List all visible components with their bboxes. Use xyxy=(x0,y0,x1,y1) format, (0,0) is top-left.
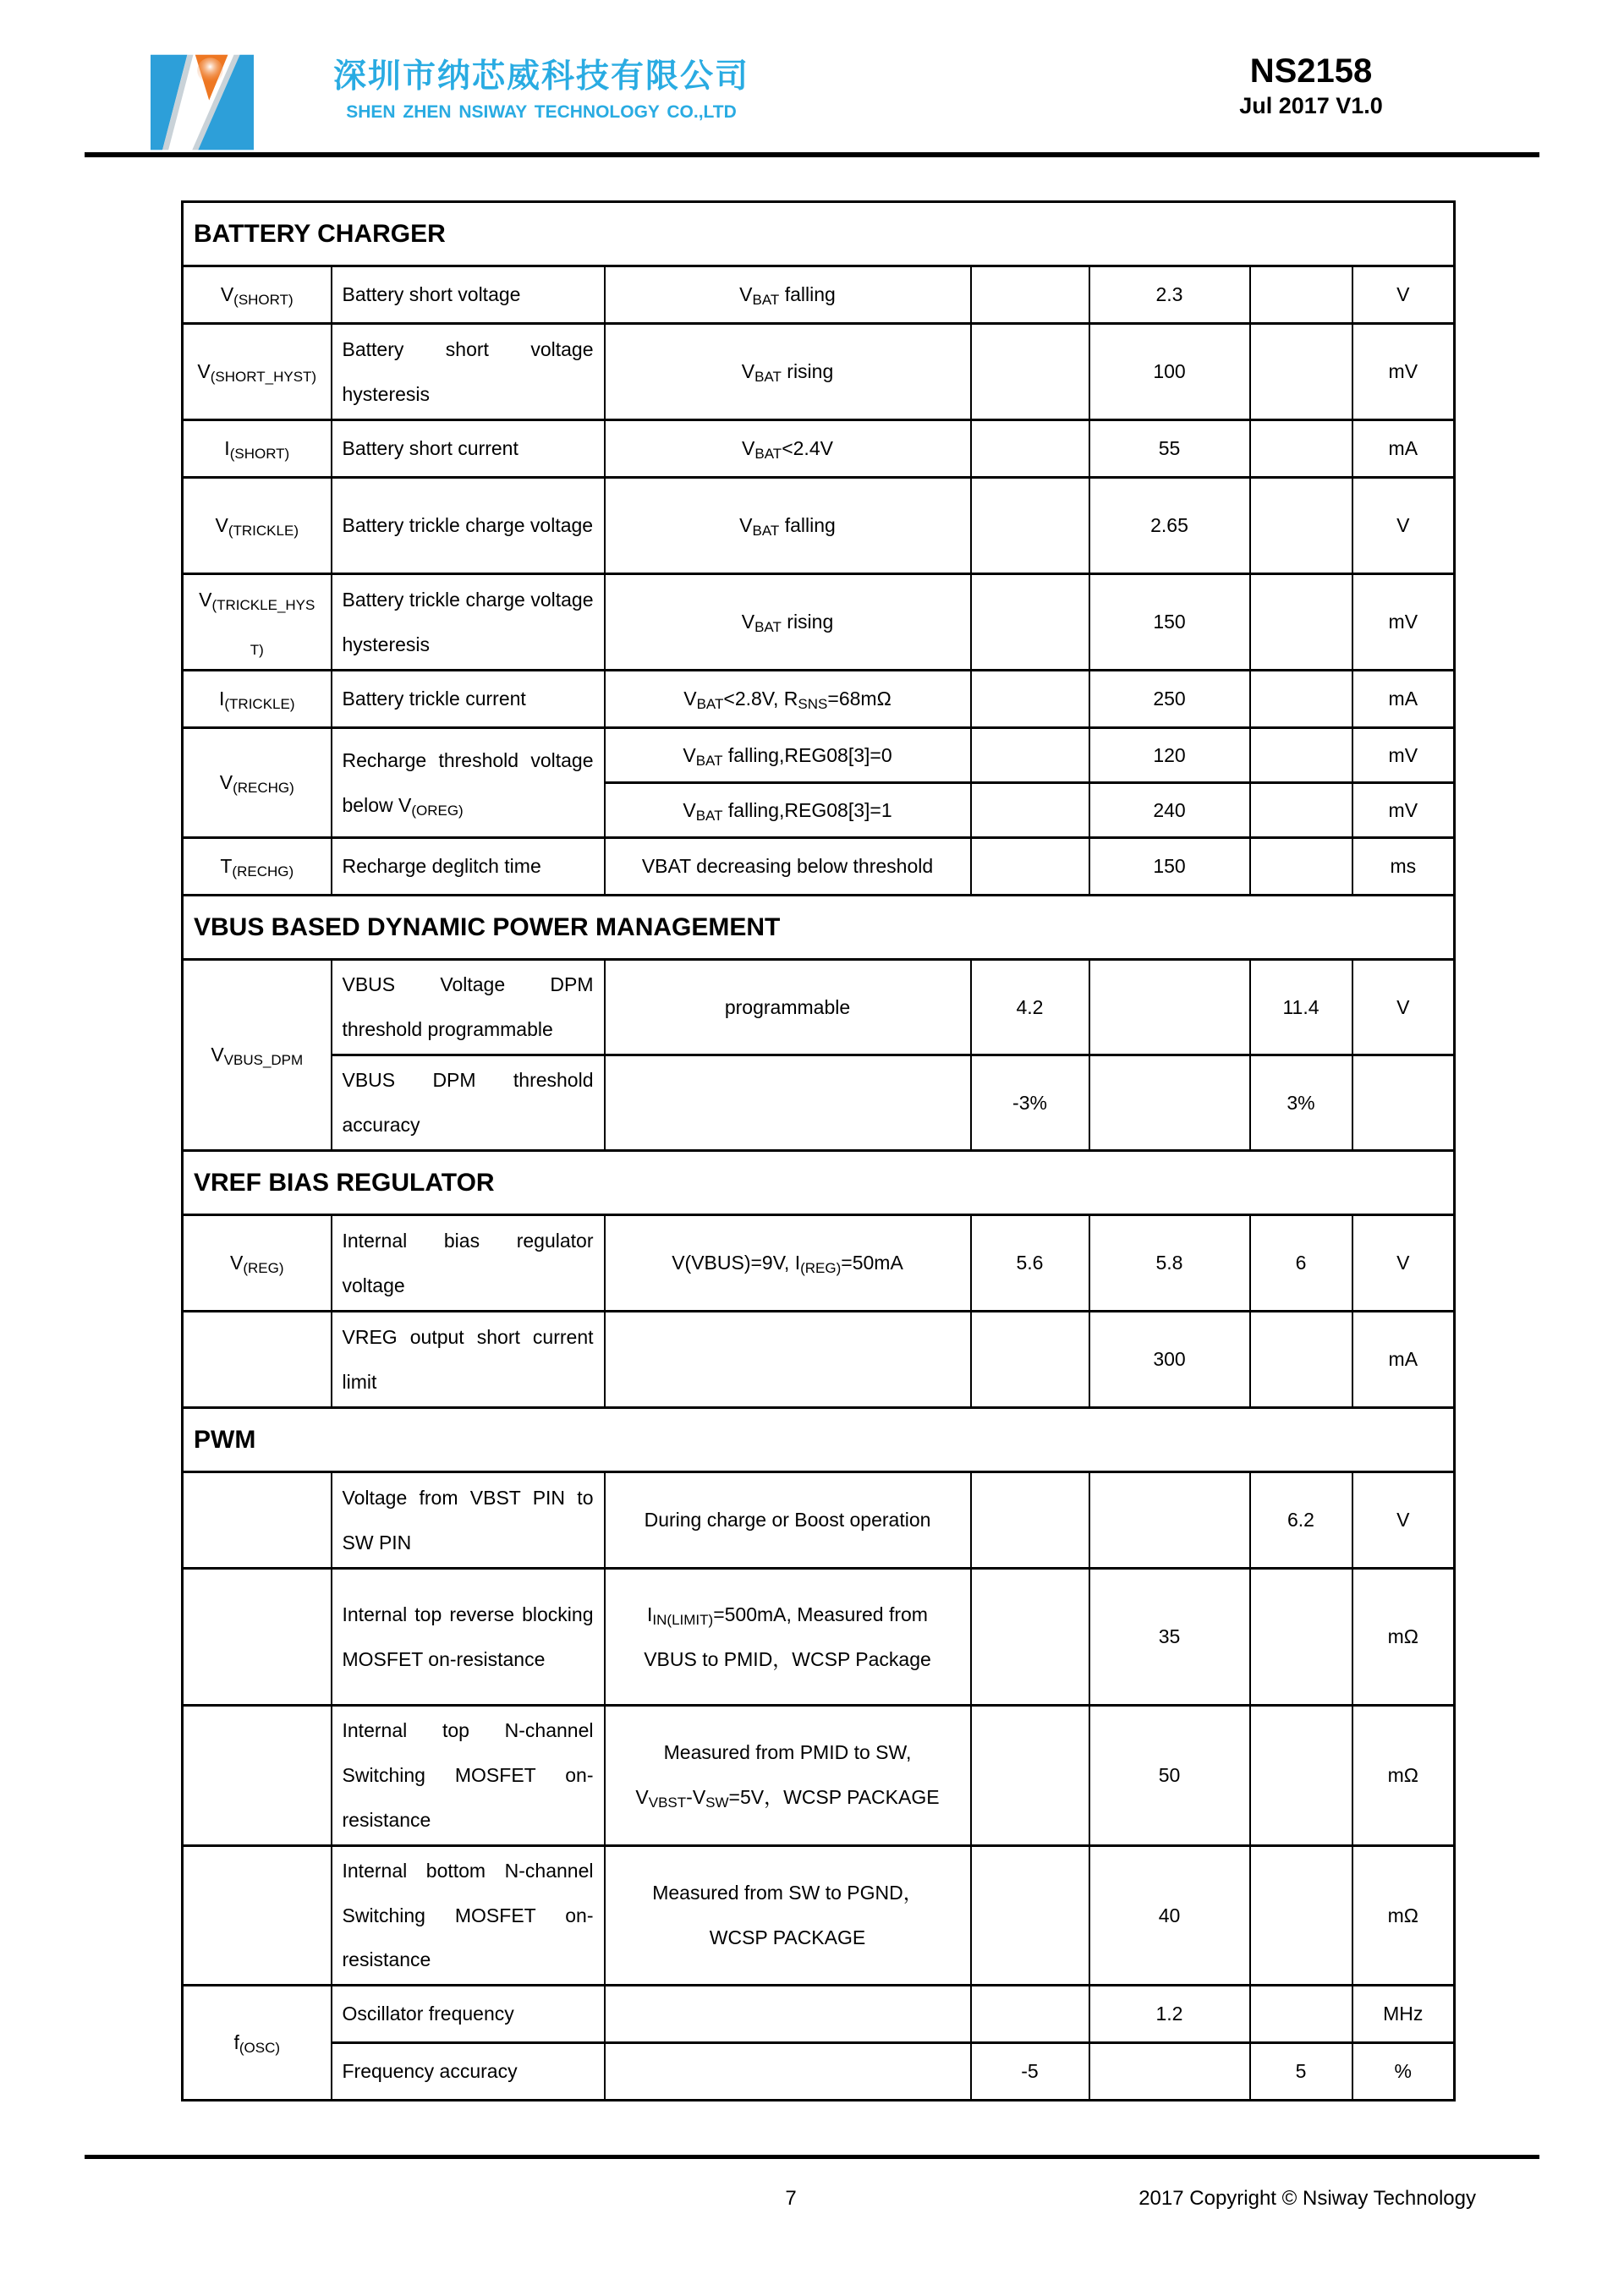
unit-cell xyxy=(1352,1055,1455,1151)
unit-cell: mV xyxy=(1352,783,1455,838)
typ-cell: 2.3 xyxy=(1089,266,1250,324)
parameter-cell: Battery trickle charge voltage xyxy=(332,478,605,574)
min-cell xyxy=(971,420,1089,478)
max-cell xyxy=(1250,574,1352,671)
page-number: 7 xyxy=(785,2187,797,2210)
row-vshort-hyst xyxy=(183,324,1455,420)
max-cell xyxy=(1250,324,1352,420)
unit-cell: mV xyxy=(1352,728,1455,783)
row-vreg xyxy=(183,1215,1455,1312)
row-bottom-nchannel-mosfet xyxy=(183,1845,1455,1986)
max-cell xyxy=(1250,1312,1352,1408)
section-title: BATTERY CHARGER xyxy=(183,202,1455,266)
max-cell: 6 xyxy=(1250,1215,1352,1312)
company-name-block xyxy=(304,58,778,123)
condition-cell: $V_{BAT}$ rising xyxy=(605,324,971,420)
typ-cell: 1.2 xyxy=(1089,1986,1250,2043)
revision-date: Jul 2017 V1.0 xyxy=(1239,93,1383,118)
symbol-cell: $V_{VBUS\_DPM}$ xyxy=(183,960,332,1151)
min-cell: -3% xyxy=(971,1055,1089,1151)
section-row-vref xyxy=(183,1151,1455,1215)
typ-cell: 50 xyxy=(1089,1706,1250,1846)
unit-cell: V xyxy=(1352,960,1455,1055)
unit-cell: mΩ xyxy=(1352,1706,1455,1846)
typ-cell xyxy=(1089,1472,1250,1569)
min-cell xyxy=(971,728,1089,783)
min-cell xyxy=(971,1472,1089,1569)
typ-cell: 240 xyxy=(1089,783,1250,838)
min-cell xyxy=(971,1706,1089,1846)
max-cell xyxy=(1250,266,1352,324)
typ-cell: 150 xyxy=(1089,574,1250,671)
max-cell: 5 xyxy=(1250,2043,1352,2101)
symbol-cell: $f_{(OSC)}$ xyxy=(183,1986,332,2101)
unit-cell: mA xyxy=(1352,1312,1455,1408)
typ-cell: 40 xyxy=(1089,1845,1250,1986)
max-cell xyxy=(1250,1706,1352,1846)
symbol-cell xyxy=(183,1706,332,1846)
row-fosc-b xyxy=(183,2043,1455,2101)
parameter-cell: Oscillator frequency xyxy=(332,1986,605,2043)
max-cell xyxy=(1250,838,1352,896)
symbol-cell: $V_{(REG)}$ xyxy=(183,1215,332,1312)
symbol-cell: $I_{(TRICKLE)}$ xyxy=(183,671,332,728)
section-row-battery-charger xyxy=(183,202,1455,266)
symbol-cell xyxy=(183,1569,332,1706)
condition-cell: $V_{BAT}<2.8V$, $R_{SNS}=68m\Omega$ xyxy=(605,671,971,728)
symbol-cell: $T_{(RECHG)}$ xyxy=(183,838,332,896)
min-cell: -5 xyxy=(971,2043,1089,2101)
typ-cell: 35 xyxy=(1089,1569,1250,1706)
row-vbst xyxy=(183,1472,1455,1569)
unit-cell: V xyxy=(1352,1215,1455,1312)
row-vbusdpm-a xyxy=(183,960,1455,1055)
min-cell: 4.2 xyxy=(971,960,1089,1055)
min-cell xyxy=(971,838,1089,896)
condition-cell: VBAT decreasing below threshold xyxy=(605,838,971,896)
min-cell xyxy=(971,1312,1089,1408)
condition-cell xyxy=(605,2043,971,2101)
min-cell xyxy=(971,1845,1089,1986)
condition-cell: $V_{BAT}<2.4V$ xyxy=(605,420,971,478)
max-cell xyxy=(1250,478,1352,574)
max-cell xyxy=(1250,1569,1352,1706)
unit-cell: ms xyxy=(1352,838,1455,896)
parameter-cell: Voltage from VBST PIN to SW PIN xyxy=(332,1472,605,1569)
condition-cell: $I_{IN(LIMIT)}=500mA$, Measured from VBUS to PMID，WCSP Package xyxy=(605,1569,971,1706)
parameter-cell: Battery trickle charge voltage hysteresis xyxy=(332,574,605,671)
row-vregout xyxy=(183,1312,1455,1408)
min-cell xyxy=(971,324,1089,420)
footer-divider xyxy=(85,2155,1539,2159)
nsiway-logo-icon xyxy=(151,54,254,151)
symbol-cell xyxy=(183,266,332,324)
unit-cell: MHz xyxy=(1352,1986,1455,2043)
symbol-cell: $V_{(SHORT\_HYST)}$ xyxy=(183,324,332,420)
parameter-cell: Recharge threshold voltage below $V_{(OREG)}$ xyxy=(332,728,605,838)
symbol-cell xyxy=(183,1312,332,1408)
max-cell xyxy=(1250,783,1352,838)
row-vshort xyxy=(183,266,1455,324)
min-cell xyxy=(971,783,1089,838)
parameter-cell: Battery short current xyxy=(332,420,605,478)
max-cell: 11.4 xyxy=(1250,960,1352,1055)
typ-cell: 250 xyxy=(1089,671,1250,728)
min-cell xyxy=(971,478,1089,574)
max-cell xyxy=(1250,728,1352,783)
condition-cell xyxy=(605,1055,971,1151)
parameter-cell: Battery trickle current xyxy=(332,671,605,728)
condition-cell: Measured from SW to PGND， WCSP PACKAGE xyxy=(605,1845,971,1986)
unit-cell: V xyxy=(1352,1472,1455,1569)
unit-cell: mV xyxy=(1352,574,1455,671)
row-top-nchannel-mosfet xyxy=(183,1706,1455,1846)
parameter-cell: VBUS Voltage DPM threshold programmable xyxy=(332,960,605,1055)
unit-cell: mV xyxy=(1352,324,1455,420)
row-itrickle xyxy=(183,671,1455,728)
section-title: VBUS BASED DYNAMIC POWER MANAGEMENT xyxy=(183,896,1455,960)
row-vtrickle-hyst xyxy=(183,574,1455,671)
typ-cell: 100 xyxy=(1089,324,1250,420)
typ-cell xyxy=(1089,2043,1250,2101)
condition-cell: $V_{BAT}$ falling,REG08[3]=0 xyxy=(605,728,971,783)
parameter-cell: Internal bias regulator voltage xyxy=(332,1215,605,1312)
min-cell xyxy=(971,266,1089,324)
symbol-subscript: (SHORT) xyxy=(233,292,294,309)
min-cell xyxy=(971,574,1089,671)
section-title: VREF BIAS REGULATOR xyxy=(183,1151,1455,1215)
max-cell xyxy=(1250,1986,1352,2043)
parameter-cell: Internal top reverse blocking MOSFET on-resistance xyxy=(332,1569,605,1706)
parameter-cell: Recharge deglitch time xyxy=(332,838,605,896)
condition-cell xyxy=(605,1312,971,1408)
condition-cell: $V_{BAT}$ rising xyxy=(605,574,971,671)
section-title: PWM xyxy=(183,1408,1455,1472)
parameter-cell: Battery short voltage hysteresis xyxy=(332,324,605,420)
row-fosc-a xyxy=(183,1986,1455,2043)
parameter-cell: Internal top N-channel Switching MOSFET on-resistance xyxy=(332,1706,605,1846)
row-ishort xyxy=(183,420,1455,478)
min-cell xyxy=(971,1986,1089,2043)
parameter-cell: Frequency accuracy xyxy=(332,2043,605,2101)
unit-cell: V xyxy=(1352,266,1455,324)
min-cell: 5.6 xyxy=(971,1215,1089,1312)
row-vrechg-a xyxy=(183,728,1455,783)
symbol-text: V xyxy=(220,283,234,306)
parameter-cell: VBUS DPM threshold accuracy xyxy=(332,1055,605,1151)
condition-cell: Measured from PMID to SW, $V_{VBST}-V_{SW}=5V$，WCSP PACKAGE xyxy=(605,1706,971,1846)
spec-table xyxy=(181,200,1456,2101)
condition-cell: $V_{BAT}$ falling xyxy=(605,266,971,324)
row-trechg xyxy=(183,838,1455,896)
unit-cell: mΩ xyxy=(1352,1569,1455,1706)
row-top-reverse-mosfet xyxy=(183,1569,1455,1706)
max-cell xyxy=(1250,420,1352,478)
parameter-cell: VREG output short current limit xyxy=(332,1312,605,1408)
unit-cell: mA xyxy=(1352,671,1455,728)
header-divider xyxy=(85,152,1539,157)
part-number-block xyxy=(1184,52,1438,119)
condition-cell: During charge or Boost operation xyxy=(605,1472,971,1569)
symbol-cell xyxy=(183,1472,332,1569)
unit-cell: mΩ xyxy=(1352,1845,1455,1986)
symbol-cell: $V_{(TRICKLE)}$ xyxy=(183,478,332,574)
typ-cell: 5.8 xyxy=(1089,1215,1250,1312)
typ-cell: 55 xyxy=(1089,420,1250,478)
parameter-cell: Internal bottom N-channel Switching MOSFET on-resistance xyxy=(332,1845,605,1986)
symbol-cell xyxy=(183,1845,332,1986)
typ-cell: 300 xyxy=(1089,1312,1250,1408)
section-row-pwm xyxy=(183,1408,1455,1472)
typ-cell: 120 xyxy=(1089,728,1250,783)
section-row-vbus-dpm xyxy=(183,896,1455,960)
row-vtrickle xyxy=(183,478,1455,574)
company-name-chinese: 深圳市纳芯威科技有限公司 xyxy=(332,58,749,95)
symbol-cell: $V_{(TRICKLE\_HYS}$ $_{T)}$ xyxy=(183,574,332,671)
max-cell: 6.2 xyxy=(1250,1472,1352,1569)
min-cell xyxy=(971,1569,1089,1706)
unit-cell: V xyxy=(1352,478,1455,574)
condition-cell: $V_{BAT}$ falling xyxy=(605,478,971,574)
company-name-english: SHEN ZHEN NSIWAY TECHNOLOGY CO.,LTD xyxy=(346,101,737,122)
symbol-cell: $I_{(SHORT)}$ xyxy=(183,420,332,478)
typ-cell: 2.65 xyxy=(1089,478,1250,574)
copyright-text: 2017 Copyright © Nsiway Technology xyxy=(1138,2187,1476,2210)
part-number: NS2158 xyxy=(1249,52,1373,90)
row-vbusdpm-b xyxy=(183,1055,1455,1151)
electrical-characteristics-table xyxy=(181,200,1453,2101)
unit-cell: % xyxy=(1352,2043,1455,2101)
symbol-cell: $V_{(RECHG)}$ xyxy=(183,728,332,838)
max-cell xyxy=(1250,671,1352,728)
typ-cell: 150 xyxy=(1089,838,1250,896)
typ-cell xyxy=(1089,960,1250,1055)
unit-cell: mA xyxy=(1352,420,1455,478)
max-cell: 3% xyxy=(1250,1055,1352,1151)
condition-cell: V(VBUS)=9V, $I_{(REG)}=50mA$ xyxy=(605,1215,971,1312)
min-cell xyxy=(971,671,1089,728)
condition-cell xyxy=(605,1986,971,2043)
parameter-cell: Battery short voltage xyxy=(332,266,605,324)
condition-cell: $V_{BAT}$ falling,REG08[3]=1 xyxy=(605,783,971,838)
condition-cell: programmable xyxy=(605,960,971,1055)
max-cell xyxy=(1250,1845,1352,1986)
typ-cell xyxy=(1089,1055,1250,1151)
